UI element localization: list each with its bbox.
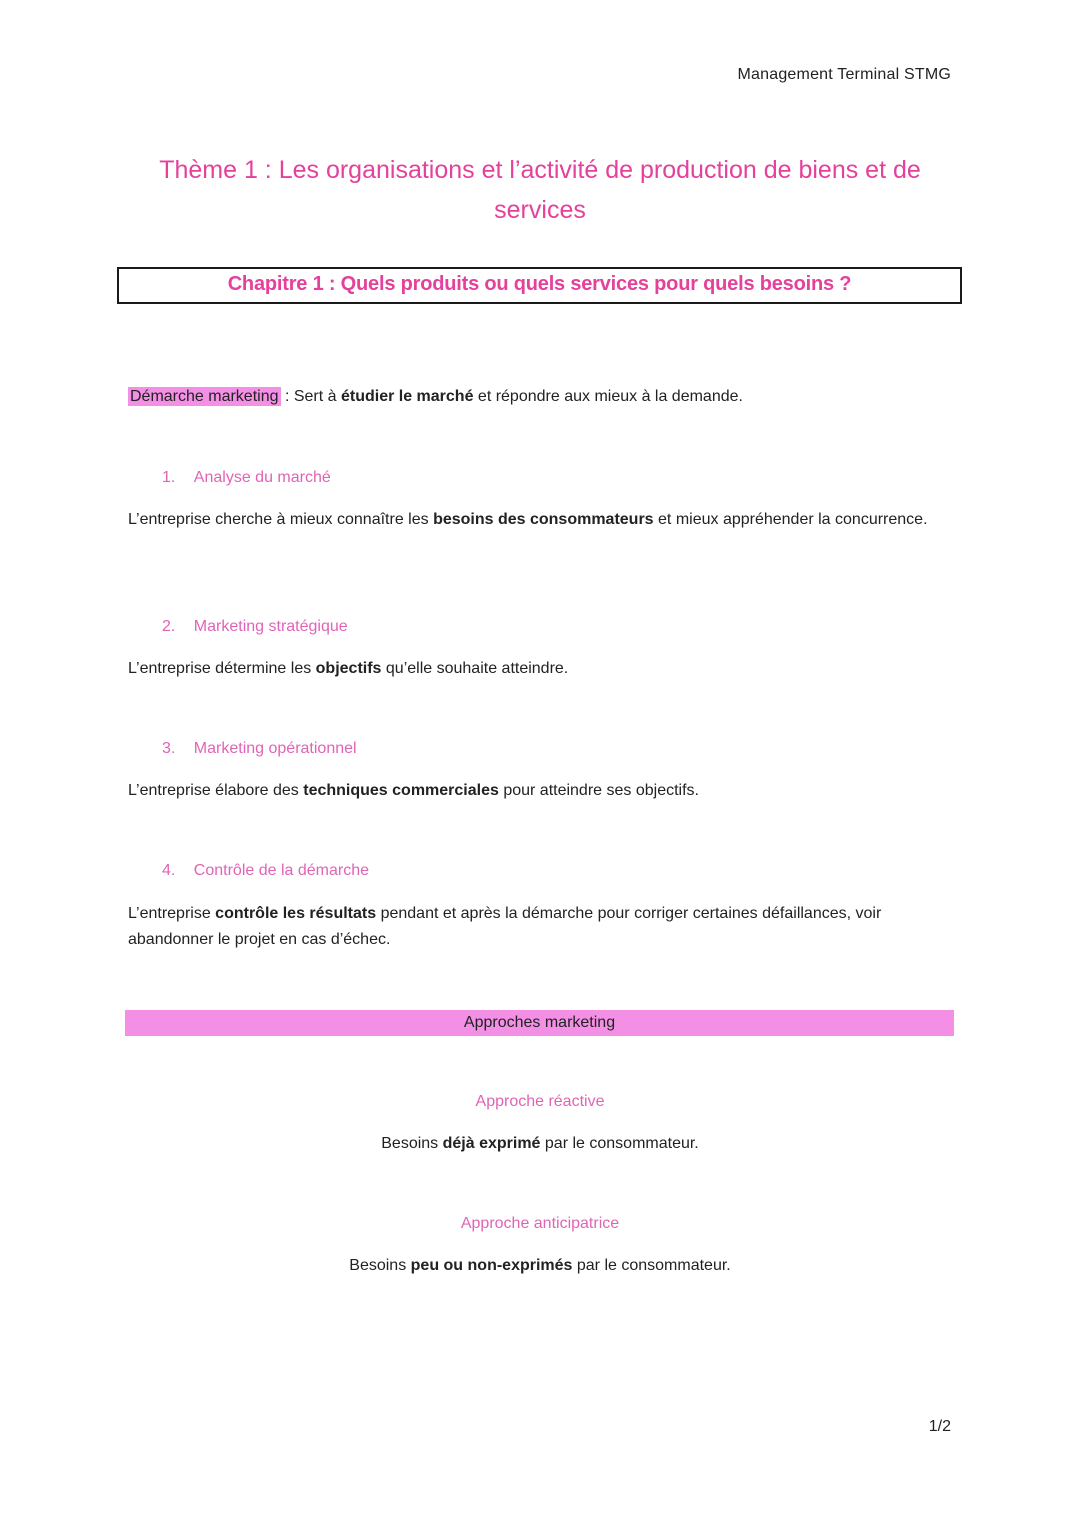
chapter-box <box>117 267 962 304</box>
section-title: Marketing stratégique <box>193 618 348 635</box>
section-title: Contrôle de la démarche <box>193 862 370 879</box>
section-title: Analyse du marché <box>193 469 331 486</box>
text-before: L’entreprise détermine les <box>128 660 316 677</box>
section-number: 2. <box>162 618 176 635</box>
definition-term: Démarche marketing <box>130 388 279 405</box>
text-bold: objectifs <box>315 660 382 677</box>
text-before: L’entreprise <box>128 905 216 922</box>
text-after: par le consommateur. <box>572 1257 731 1274</box>
approach-text-reactive <box>120 1131 960 1157</box>
section-heading-2 <box>162 618 348 636</box>
page-number: 1/2 <box>928 1418 951 1435</box>
approaches-band: Approches marketing <box>125 1010 954 1036</box>
text-bold: besoins des consommateurs <box>433 511 654 528</box>
section-heading-3 <box>162 740 357 758</box>
text-after: pendant et après la démarche pour corriger certaines défaillances, voir abandonner le projet en cas d’échec. <box>128 905 882 948</box>
section-number: 4. <box>162 862 176 879</box>
chapter-title: Chapitre 1 : Quels produits ou quels services pour quels besoins ? <box>227 273 852 295</box>
text-before: L’entreprise cherche à mieux connaître les <box>128 511 434 528</box>
text-bold: déjà exprimé <box>442 1135 541 1152</box>
approach-title-anticipatrice: Approche anticipatrice <box>460 1215 620 1232</box>
section-number: 1. <box>162 469 176 486</box>
definition-line <box>128 384 958 410</box>
theme-title: Thème 1 : Les organisations et l’activité de production de biens et de services <box>159 156 921 224</box>
approach-title-reactive: Approche réactive <box>475 1093 605 1110</box>
text-after: pour atteindre ses objectifs. <box>498 782 699 799</box>
section-text-3 <box>128 778 958 804</box>
definition-rest: et répondre aux mieux à la demande. <box>473 388 743 405</box>
text-after: qu’elle souhaite atteindre. <box>381 660 569 677</box>
section-text-2 <box>128 656 958 682</box>
section-heading-1 <box>162 469 331 487</box>
definition-bold: étudier le marché <box>340 388 474 405</box>
section-text-4 <box>128 901 950 953</box>
section-title: Marketing opérationnel <box>193 740 357 757</box>
text-bold: techniques commerciales <box>303 782 499 799</box>
text-after: par le consommateur. <box>540 1135 699 1152</box>
text-bold: peu ou non-exprimés <box>410 1257 573 1274</box>
section-heading-4 <box>162 862 369 880</box>
text-before: Besoins <box>381 1135 443 1152</box>
header-course-label: Management Terminal STMG <box>737 66 951 83</box>
definition-sep: : Sert à <box>280 388 341 405</box>
text-bold: contrôle les résultats <box>215 905 377 922</box>
text-before: L’entreprise élabore des <box>128 782 304 799</box>
section-text-1 <box>128 507 928 533</box>
text-before: Besoins <box>349 1257 411 1274</box>
section-number: 3. <box>162 740 176 757</box>
approach-text-anticipatrice <box>120 1253 960 1279</box>
text-after: et mieux appréhender la concurrence. <box>653 511 928 528</box>
